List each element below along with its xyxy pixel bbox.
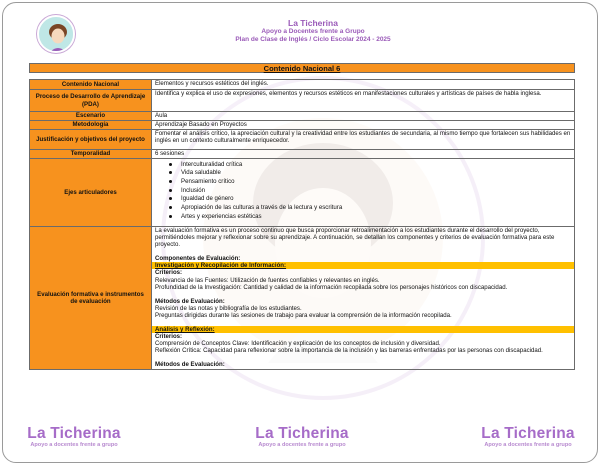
value-metodologia: Aprendizaje Basado en Proyectos — [152, 121, 575, 130]
label-contenido: Contenido Nacional — [30, 80, 152, 90]
components-heading: Componentes de Evaluación: — [155, 255, 241, 263]
spacer — [155, 354, 571, 361]
lesson-plan-table — [29, 79, 575, 370]
analysis-heading: Análisis y Reflexión: — [155, 326, 215, 334]
method-review: Revisión de las notas y bibliografía de los estudiantes. — [155, 304, 302, 312]
criteria-relevance: Relevancia de las Fuentes: Utilización de fuentes confiables y relevantes en inglés. — [155, 276, 380, 284]
footer-brand-center — [227, 425, 377, 449]
section-title-bar — [29, 63, 575, 73]
value-pda: Identifica y explica el uso de expresiones, elementos y recursos estéticos en manifestaciones culturales y artísticas de países de habla inglesa. — [152, 90, 575, 112]
label-escenario: Escenario — [30, 112, 152, 121]
header-logo — [37, 15, 75, 53]
list-item: Interculturalidad crítica — [169, 161, 571, 168]
value-justificacion: Fomentar el análisis crítico, la apreciación cultural y la creatividad entre los estudiantes de secundaria, al mismo tiempo que fortalecen sus habilidades en inglés en un contexto culturalmente enriquecedor. — [152, 130, 575, 150]
criteria-heading: Criterios: — [155, 333, 183, 341]
analysis-heading-bar — [152, 326, 574, 333]
footer-brand-left — [2, 425, 149, 449]
list-item: Inclusión — [169, 187, 571, 194]
brand-tagline: Apoyo a docentes frente a grupo — [30, 442, 118, 448]
list-item: Pensamiento crítico — [169, 178, 571, 185]
ejes-list — [155, 161, 571, 220]
list-item: Artes y experiencias estéticas — [169, 213, 571, 220]
row-metodologia — [30, 121, 575, 130]
brand-name: La Ticherina — [481, 425, 575, 442]
list-item: Vida saludable — [169, 169, 571, 176]
methods-heading: Métodos de Evaluación: — [155, 297, 225, 305]
methods-heading: Métodos de Evaluación: — [155, 361, 225, 369]
footer — [3, 425, 598, 463]
row-escenario — [30, 112, 575, 121]
criteria-heading: Criterios: — [155, 269, 183, 277]
row-justificacion — [30, 130, 575, 150]
value-ejes — [152, 159, 575, 227]
brand-name: La Ticherina — [255, 425, 349, 442]
header-title: La Ticherina — [288, 18, 338, 28]
method-questions: Preguntas dirigidas durante las sesiones de trabajo para evaluar la comprensión de la información recopilada. — [155, 311, 452, 319]
brand-tagline: Apoyo a docentes frente a grupo — [258, 442, 346, 448]
label-metodologia: Metodología — [30, 121, 152, 130]
brand-name: La Ticherina — [27, 425, 121, 442]
spacer — [155, 319, 571, 326]
value-contenido: Elementos y recursos estéticos del inglés. — [152, 80, 575, 90]
value-evaluacion — [152, 227, 575, 370]
header-plan-line: Plan de Clase de Inglés / Ciclo Escolar 2024 - 2025 — [235, 36, 391, 43]
row-evaluacion — [30, 227, 575, 370]
spacer — [155, 291, 571, 298]
row-temporalidad — [30, 150, 575, 159]
criteria-concepts: Comprensión de Conceptos Clave: Identificación y explicación de los conceptos de inclusión y diversidad. — [155, 340, 441, 348]
page — [2, 2, 598, 463]
document-header — [153, 19, 473, 44]
value-escenario: Aula — [152, 112, 575, 121]
row-ejes — [30, 159, 575, 227]
footer-brand-right — [453, 425, 598, 449]
section-title: Contenido Nacional 6 — [263, 64, 341, 73]
criteria-depth: Profundidad de la Investigación: Cantidad y calidad de la información recopilada sobre los personajes históricos con discapacidad. — [155, 283, 508, 291]
evaluation-intro: La evaluación formativa es un proceso continuo que busca proporcionar retroalimentación a los estudiantes durante el desarrollo del proyecto, permitiéndoles mejorar y reflexionar sobre su aprendizaje. A continuación, se detallan los componentes y criterios de evaluación formativa para este proyecto. — [155, 227, 555, 249]
investigation-heading-bar — [152, 262, 574, 269]
row-contenido — [30, 80, 575, 90]
list-item: Igualdad de género — [169, 195, 571, 202]
header-subtitle: Apoyo a Docentes frente a Grupo — [261, 28, 365, 35]
label-justificacion: Justificación y objetivos del proyecto — [30, 130, 152, 150]
criteria-reflection: Reflexión Crítica: Capacidad para reflexionar sobre la importancia de la inclusión y las barreras enfrentadas por las personas con discapacidad. — [155, 347, 543, 355]
brand-tagline: Apoyo a docentes frente a grupo — [484, 442, 572, 448]
label-ejes: Ejes articuladores — [30, 159, 152, 227]
row-pda — [30, 90, 575, 112]
label-pda: Proceso de Desarrollo de Aprendizaje (PDA) — [30, 90, 152, 112]
label-temporalidad: Temporalidad — [30, 150, 152, 159]
list-item: Apropiación de las culturas a través de la lectura y escritura — [169, 204, 571, 211]
label-evaluacion: Evaluación formativa e instrumentos de evaluación — [30, 227, 152, 370]
value-temporalidad: 6 sesiones — [152, 150, 575, 159]
investigation-heading: Investigación y Recopilación de Información: — [155, 262, 287, 270]
